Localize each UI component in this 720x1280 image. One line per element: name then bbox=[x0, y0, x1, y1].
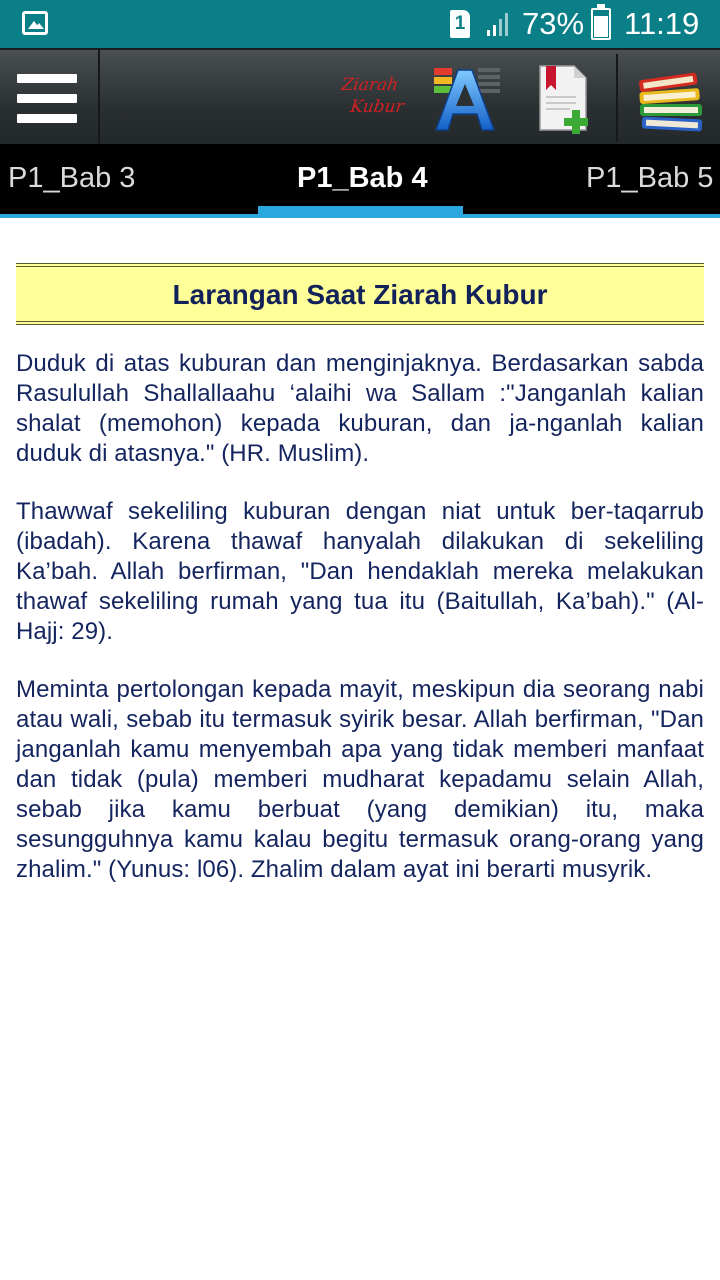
font-size-icon[interactable] bbox=[432, 64, 504, 134]
menu-button[interactable] bbox=[0, 50, 100, 146]
article-paragraph: Meminta pertolongan kepada mayit, meskipun dia seorang nabi atau wali, sebab itu termasuk syirik besar. Allah berfirman, "Dan janganlah kamu menyembah apa yang tidak memberi manfaat dan tidak (pula) memberi mudharat kepadamu selain Allah, sebab jika kamu berbuat (yang demikian) itu, maka sesungguhnya kamu kalau begitu termasuk orang-orang yang zhalim." (Yunus: l06). Zhalim dalam ayat ini berarti musyrik. bbox=[16, 676, 704, 883]
tab-strip-underline bbox=[0, 214, 720, 218]
battery-percent: 73% bbox=[522, 6, 585, 41]
logo-line-1: Ziarah bbox=[340, 75, 400, 95]
tab-p1-bab-3[interactable]: P1_Bab 3 bbox=[8, 162, 136, 194]
tab-p1-bab-4[interactable]: P1_Bab 4 bbox=[297, 162, 428, 194]
logo-line-2: Kubur bbox=[349, 97, 406, 117]
menu-icon-bar bbox=[17, 114, 77, 123]
tab-p1-bab-5[interactable]: P1_Bab 5 bbox=[586, 162, 714, 194]
gallery-notification-icon bbox=[22, 11, 48, 35]
article-content bbox=[16, 263, 704, 885]
books-icon[interactable] bbox=[636, 70, 708, 134]
clock: 11:19 bbox=[624, 6, 700, 41]
app-logo bbox=[331, 74, 415, 118]
status-bar bbox=[0, 0, 720, 48]
article-heading-box bbox=[16, 263, 704, 325]
chapter-tabs bbox=[0, 144, 720, 218]
toolbar-divider bbox=[616, 54, 618, 142]
active-tab-indicator bbox=[258, 206, 463, 214]
signal-icon bbox=[484, 10, 512, 38]
article-heading: Larangan Saat Ziarah Kubur bbox=[172, 279, 548, 310]
app-toolbar bbox=[0, 48, 720, 144]
sim-icon: 1 bbox=[450, 10, 470, 38]
bookmark-add-icon[interactable] bbox=[534, 64, 598, 136]
menu-icon bbox=[17, 74, 77, 83]
article-paragraph: Duduk di atas kuburan dan menginjaknya. Berdasarkan sabda Rasulullah Shallallaahu ‘alaihi wa Sallam :"Janganlah kalian shalat (memohon) kepada kuburan, dan ja-nganlah kalian duduk di atasnya." (HR. Muslim). bbox=[16, 350, 704, 467]
menu-icon-bar bbox=[17, 94, 77, 103]
battery-charging-icon bbox=[591, 8, 611, 40]
article-paragraph: Thawwaf sekeliling kuburan dengan niat untuk ber-taqarrub (ibadah). Karena thawaf hanyalah dilakukan di sekeliling Ka’bah. Allah berfirman, "Dan hendaklah mereka melakukan thawaf sekeliling rumah yang tua itu (Baitullah, Ka’bah)." (Al-Hajj: 29). bbox=[16, 498, 704, 645]
